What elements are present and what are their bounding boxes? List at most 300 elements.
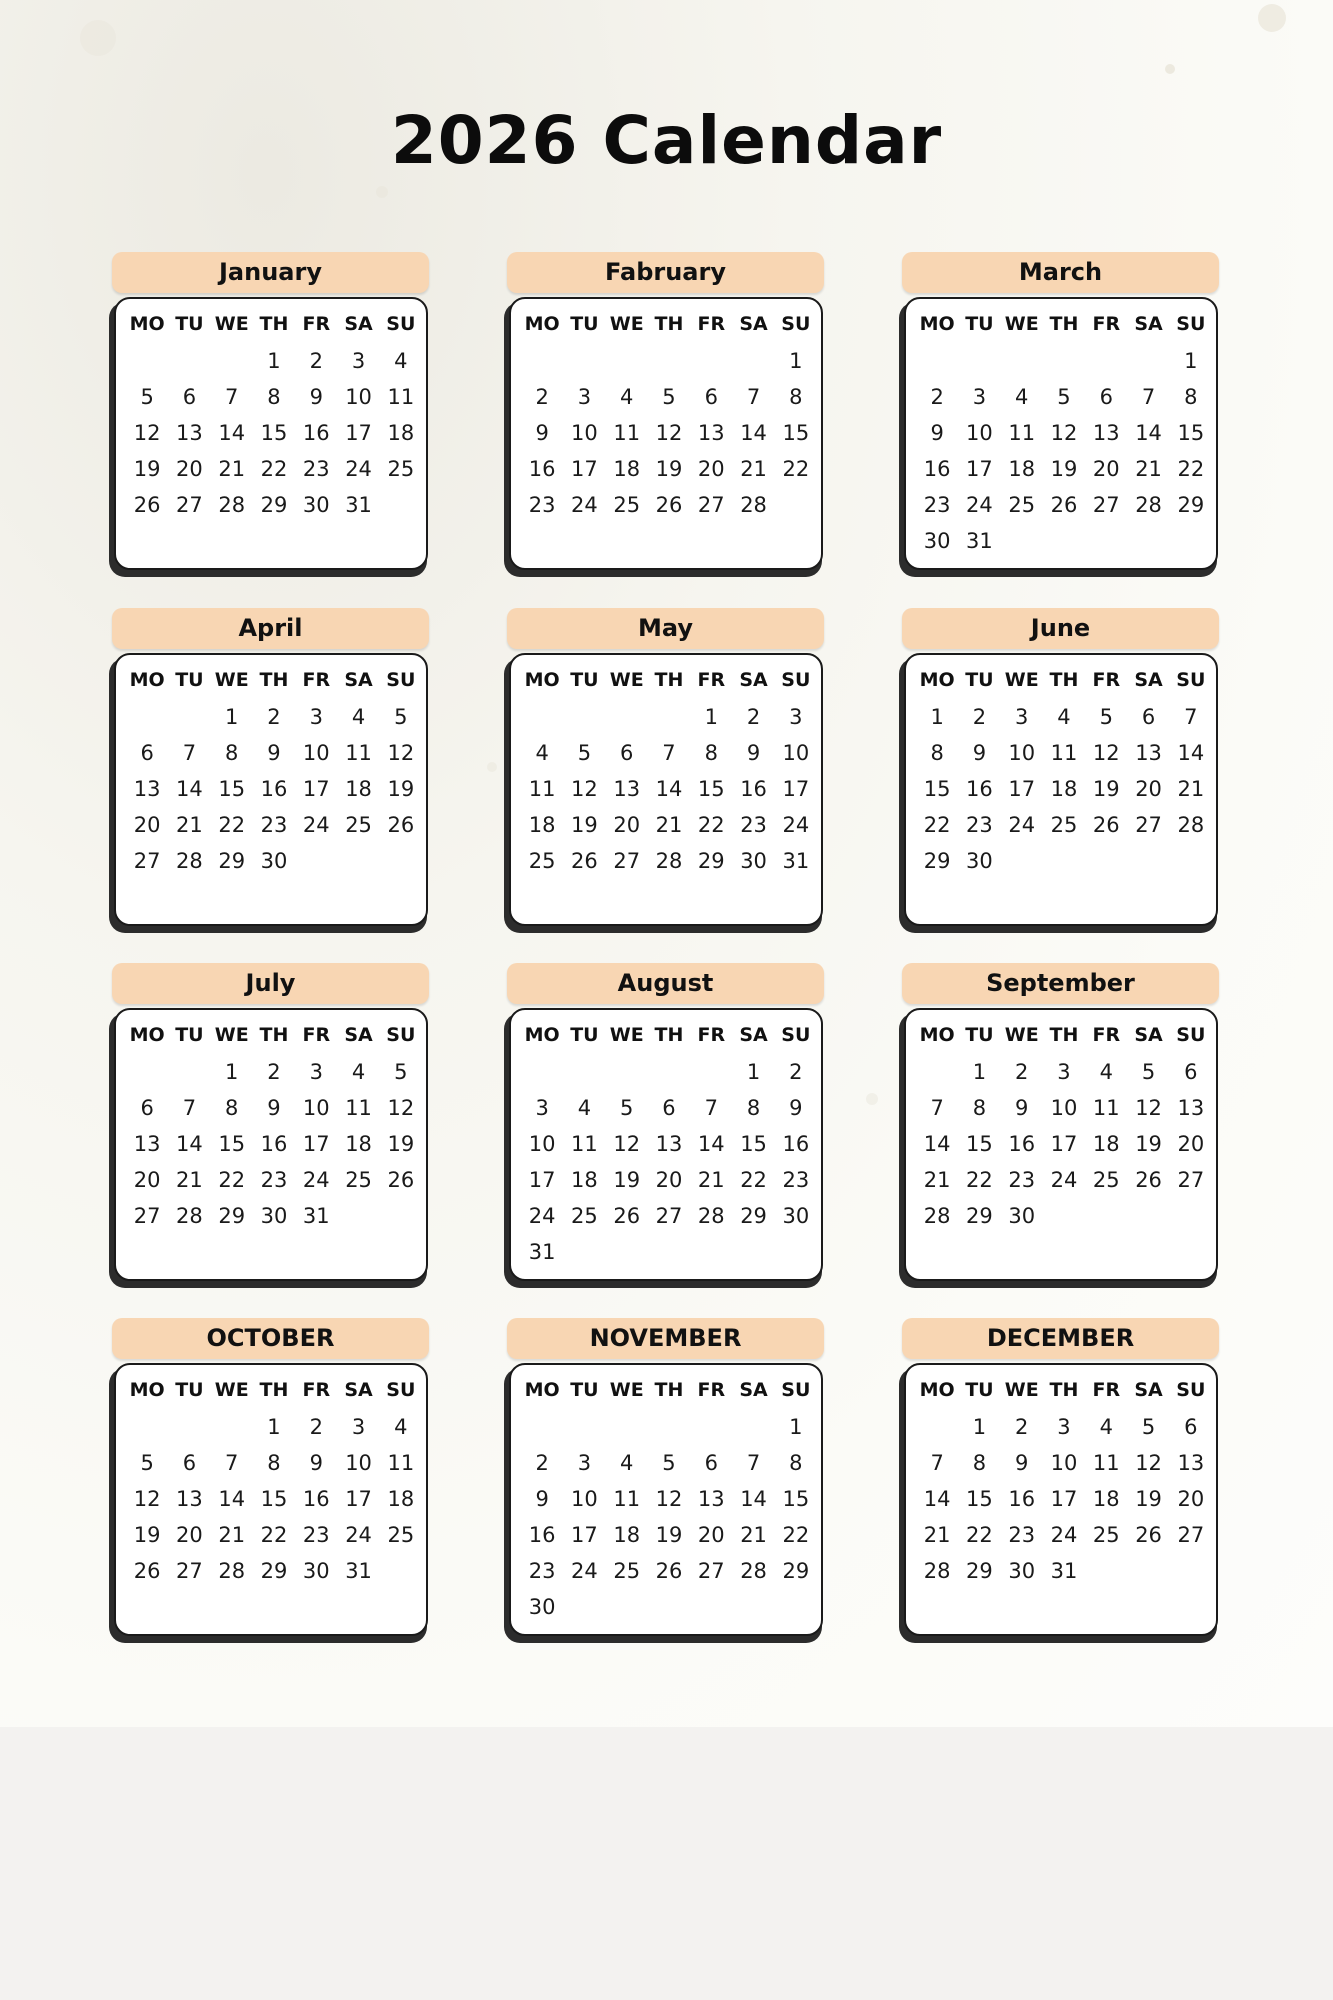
day-number: 14 <box>1177 741 1205 765</box>
day-number: 4 <box>351 705 366 729</box>
day-number: 17 <box>966 457 993 481</box>
day-number: 27 <box>613 849 641 873</box>
month-name: August <box>507 963 824 1004</box>
weekday-label: WE <box>609 669 644 691</box>
empty-day <box>168 1052 210 1092</box>
day-number: 15 <box>923 777 951 801</box>
weekday-label: TU <box>175 1379 204 1401</box>
month-card <box>114 1363 428 1636</box>
day-number: 24 <box>571 1559 598 1583</box>
day-number: 30 <box>528 1595 556 1619</box>
weekday-label: SU <box>1176 313 1206 335</box>
day-number: 15 <box>966 1487 993 1511</box>
weekday-label: TU <box>175 1024 204 1046</box>
month-2 <box>504 252 826 577</box>
day-number: 27 <box>655 1204 683 1228</box>
day-number: 26 <box>133 493 161 517</box>
day-number: 25 <box>1092 1523 1120 1547</box>
day-grid <box>521 1018 817 1268</box>
weekday-label: SA <box>344 313 373 335</box>
day-number: 12 <box>655 421 683 445</box>
day-number: 20 <box>1135 777 1162 801</box>
week-row <box>916 697 1212 733</box>
day-number: 8 <box>225 1096 239 1120</box>
weekday-label: FR <box>1092 313 1121 335</box>
week-row <box>521 1515 817 1551</box>
day-number: 21 <box>923 1168 951 1192</box>
weekday-label: TU <box>965 1024 994 1046</box>
weekday-label: TH <box>259 669 289 691</box>
weekday-label: TH <box>654 1024 684 1046</box>
day-number: 22 <box>966 1523 993 1547</box>
empty-day <box>606 1587 648 1627</box>
day-number: 12 <box>571 777 598 801</box>
week-row <box>916 769 1212 805</box>
week-row <box>126 733 422 769</box>
weekday-header <box>521 307 817 341</box>
empty-day <box>126 1052 168 1092</box>
day-number: 20 <box>655 1168 683 1192</box>
day-number: 13 <box>1177 1451 1205 1475</box>
weekday-label: TH <box>1049 1024 1079 1046</box>
week-row <box>521 1160 817 1196</box>
weekday-label: SU <box>386 1379 416 1401</box>
day-number: 21 <box>740 457 767 481</box>
empty-day <box>1170 521 1212 561</box>
day-number: 5 <box>1141 1415 1156 1439</box>
day-number: 13 <box>697 421 725 445</box>
day-number: 22 <box>966 1168 993 1192</box>
day-number: 21 <box>740 1523 767 1547</box>
week-row <box>126 341 422 377</box>
empty-day <box>563 1052 605 1092</box>
day-number: 4 <box>394 1415 408 1439</box>
empty-day <box>126 341 168 381</box>
day-number: 27 <box>133 1204 161 1228</box>
month-8 <box>504 963 826 1288</box>
day-number: 27 <box>1092 493 1120 517</box>
empty-day <box>563 341 605 381</box>
day-number: 1 <box>972 1415 987 1439</box>
day-number: 17 <box>345 421 372 445</box>
week-row <box>521 1124 817 1160</box>
day-number: 22 <box>218 813 246 837</box>
empty-day <box>648 1052 690 1092</box>
weekday-label: SA <box>739 1379 768 1401</box>
day-number: 20 <box>1092 457 1120 481</box>
day-number: 3 <box>577 385 592 409</box>
day-number: 24 <box>966 493 993 517</box>
day-grid <box>126 663 422 877</box>
empty-day <box>1127 1196 1169 1236</box>
day-number: 14 <box>218 421 246 445</box>
day-number: 16 <box>923 457 951 481</box>
day-number: 23 <box>528 1559 556 1583</box>
day-number: 10 <box>302 1096 330 1120</box>
weekday-label: TU <box>175 669 204 691</box>
day-number: 23 <box>923 493 951 517</box>
day-number: 11 <box>1092 1096 1120 1120</box>
weekday-header <box>521 1373 817 1407</box>
week-row <box>126 1515 422 1551</box>
weekday-label: MO <box>919 1024 955 1046</box>
day-number: 22 <box>782 1523 810 1547</box>
empty-day <box>916 1407 958 1447</box>
day-number: 3 <box>577 1451 592 1475</box>
week-row <box>521 1196 817 1232</box>
week-row <box>126 377 422 413</box>
day-number: 10 <box>528 1132 556 1156</box>
empty-day <box>563 697 605 737</box>
weekday-label: SU <box>386 1024 416 1046</box>
weekday-label: FR <box>302 313 331 335</box>
day-number: 10 <box>302 741 330 765</box>
week-row <box>916 1443 1212 1479</box>
empty-day <box>1170 1196 1212 1236</box>
empty-day <box>563 1407 605 1447</box>
empty-day <box>1043 841 1085 881</box>
weekday-label: FR <box>1092 669 1121 691</box>
day-number: 24 <box>302 1168 330 1192</box>
week-row <box>126 1196 422 1232</box>
empty-day <box>690 1407 732 1447</box>
empty-day <box>521 341 563 381</box>
day-number: 2 <box>930 385 944 409</box>
empty-day <box>1043 1196 1085 1236</box>
weekday-label: TH <box>259 313 289 335</box>
weekday-label: SA <box>344 1379 373 1401</box>
day-number: 7 <box>225 1451 239 1475</box>
day-number: 30 <box>302 493 330 517</box>
day-number: 28 <box>218 1559 246 1583</box>
day-number: 2 <box>267 705 281 729</box>
week-row <box>521 449 817 485</box>
day-number: 31 <box>345 1559 372 1583</box>
day-number: 27 <box>1177 1168 1205 1192</box>
weekday-label: SA <box>1134 313 1163 335</box>
day-number: 26 <box>1050 493 1078 517</box>
day-number: 13 <box>176 421 203 445</box>
empty-day <box>732 1232 774 1272</box>
day-number: 11 <box>528 777 556 801</box>
week-row <box>916 1515 1212 1551</box>
month-card <box>904 653 1218 926</box>
day-number: 16 <box>260 1132 288 1156</box>
day-number: 3 <box>1057 1060 1071 1084</box>
empty-day <box>775 1232 817 1272</box>
week-row <box>916 377 1212 413</box>
day-number: 2 <box>267 1060 281 1084</box>
day-number: 18 <box>571 1168 598 1192</box>
weekday-label: SU <box>781 1379 811 1401</box>
week-row <box>916 485 1212 521</box>
day-number: 7 <box>182 741 197 765</box>
day-number: 2 <box>972 705 987 729</box>
empty-day <box>380 1196 422 1236</box>
day-number: 24 <box>528 1204 556 1228</box>
weekday-label: SA <box>739 669 768 691</box>
day-number: 28 <box>218 493 246 517</box>
day-grid <box>521 663 817 877</box>
weekday-label: WE <box>214 313 249 335</box>
month-card <box>114 653 428 926</box>
day-number: 8 <box>267 385 281 409</box>
weekday-label: SU <box>781 1024 811 1046</box>
day-number: 24 <box>1008 813 1036 837</box>
weekday-header <box>126 1373 422 1407</box>
empty-day <box>648 1232 690 1272</box>
day-number: 6 <box>1141 705 1156 729</box>
empty-day <box>337 1196 379 1236</box>
decorative-dot <box>376 186 388 198</box>
day-number: 10 <box>1050 1096 1078 1120</box>
week-row <box>126 805 422 841</box>
day-number: 17 <box>1050 1487 1078 1511</box>
week-row <box>916 1052 1212 1088</box>
day-number: 6 <box>140 741 154 765</box>
weekday-header <box>521 663 817 697</box>
day-number: 9 <box>267 1096 281 1120</box>
day-number: 1 <box>704 705 718 729</box>
day-number: 26 <box>613 1204 641 1228</box>
day-number: 9 <box>267 741 281 765</box>
day-number: 18 <box>345 777 372 801</box>
day-number: 26 <box>387 1168 415 1192</box>
lower-background <box>0 1727 1333 2000</box>
day-number: 22 <box>1177 457 1205 481</box>
week-row <box>916 341 1212 377</box>
empty-day <box>1043 341 1085 381</box>
day-number: 13 <box>1177 1096 1205 1120</box>
month-card <box>509 297 823 570</box>
day-number: 28 <box>923 1204 951 1228</box>
month-card <box>904 1363 1218 1636</box>
day-grid <box>916 1373 1212 1587</box>
day-number: 7 <box>704 1096 718 1120</box>
day-number: 26 <box>133 1559 161 1583</box>
day-number: 20 <box>1177 1132 1205 1156</box>
day-number: 23 <box>260 813 288 837</box>
day-number: 26 <box>1135 1168 1162 1192</box>
day-number: 4 <box>351 1060 366 1084</box>
day-number: 22 <box>218 1168 246 1192</box>
week-row <box>126 485 422 521</box>
day-number: 6 <box>1184 1415 1198 1439</box>
day-number: 11 <box>387 1451 415 1475</box>
day-number: 1 <box>746 1060 761 1084</box>
day-number: 5 <box>394 1060 408 1084</box>
weekday-label: WE <box>609 1024 644 1046</box>
empty-day <box>1043 521 1085 561</box>
week-row <box>126 1479 422 1515</box>
day-number: 5 <box>620 1096 634 1120</box>
empty-day <box>168 697 210 737</box>
day-number: 29 <box>218 849 246 873</box>
week-row <box>916 521 1212 557</box>
day-number: 3 <box>351 349 366 373</box>
day-number: 7 <box>746 1451 761 1475</box>
day-number: 8 <box>267 1451 281 1475</box>
week-row <box>126 1160 422 1196</box>
weekday-label: FR <box>697 1379 726 1401</box>
weekday-label: SU <box>1176 1024 1206 1046</box>
day-number: 4 <box>1099 1415 1113 1439</box>
day-number: 28 <box>740 493 767 517</box>
weekday-label: SA <box>344 1024 373 1046</box>
day-number: 21 <box>218 457 246 481</box>
day-number: 6 <box>182 1451 197 1475</box>
day-number: 30 <box>302 1559 330 1583</box>
weekday-label: MO <box>919 1379 955 1401</box>
day-number: 31 <box>782 849 810 873</box>
day-number: 9 <box>1015 1096 1029 1120</box>
week-row <box>126 1124 422 1160</box>
day-number: 1 <box>789 349 803 373</box>
week-row <box>521 697 817 733</box>
day-number: 13 <box>133 777 161 801</box>
day-grid <box>916 307 1212 557</box>
month-card <box>904 297 1218 570</box>
day-number: 1 <box>1184 349 1198 373</box>
empty-day <box>958 341 1000 381</box>
day-number: 18 <box>387 1487 415 1511</box>
day-number: 25 <box>345 1168 372 1192</box>
weekday-label: TU <box>175 313 204 335</box>
weekday-label: MO <box>524 313 560 335</box>
day-number: 13 <box>697 1487 725 1511</box>
empty-day <box>732 1407 774 1447</box>
empty-day <box>563 1232 605 1272</box>
weekday-label: WE <box>1004 669 1039 691</box>
day-number: 24 <box>302 813 330 837</box>
day-number: 16 <box>1008 1132 1036 1156</box>
week-row <box>916 1479 1212 1515</box>
day-number: 28 <box>740 1559 767 1583</box>
week-row <box>916 733 1212 769</box>
weekday-label: FR <box>1092 1024 1121 1046</box>
day-number: 19 <box>571 813 598 837</box>
week-row <box>916 805 1212 841</box>
week-row <box>916 1196 1212 1232</box>
empty-day <box>916 341 958 381</box>
day-number: 15 <box>740 1132 767 1156</box>
day-number: 18 <box>1092 1132 1120 1156</box>
day-number: 25 <box>387 457 415 481</box>
day-number: 27 <box>697 493 725 517</box>
empty-day <box>775 1587 817 1627</box>
day-number: 25 <box>345 813 372 837</box>
day-number: 7 <box>930 1451 944 1475</box>
day-number: 5 <box>1057 385 1071 409</box>
day-number: 7 <box>1141 385 1156 409</box>
month-12 <box>899 1318 1221 1643</box>
month-name: Fabruary <box>507 252 824 293</box>
day-number: 8 <box>930 741 944 765</box>
day-number: 13 <box>655 1132 683 1156</box>
weekday-label: MO <box>919 669 955 691</box>
day-number: 18 <box>613 457 641 481</box>
weekday-label: TH <box>654 1379 684 1401</box>
day-number: 24 <box>345 457 372 481</box>
day-number: 20 <box>697 1523 725 1547</box>
empty-day <box>1085 841 1127 881</box>
day-number: 4 <box>1099 1060 1113 1084</box>
day-number: 24 <box>345 1523 372 1547</box>
day-number: 1 <box>267 1415 281 1439</box>
weekday-label: SA <box>344 669 373 691</box>
empty-day <box>1127 341 1169 381</box>
day-number: 27 <box>176 1559 203 1583</box>
week-row <box>916 841 1212 877</box>
day-number: 6 <box>1184 1060 1198 1084</box>
weekday-label: SA <box>739 1024 768 1046</box>
week-row <box>126 769 422 805</box>
weekday-label: FR <box>1092 1379 1121 1401</box>
day-number: 18 <box>613 1523 641 1547</box>
day-number: 12 <box>387 1096 415 1120</box>
day-number: 20 <box>697 457 725 481</box>
weekday-header <box>916 1018 1212 1052</box>
week-row <box>126 1052 422 1088</box>
day-grid <box>126 1373 422 1587</box>
week-row <box>521 733 817 769</box>
day-number: 19 <box>1092 777 1120 801</box>
day-number: 10 <box>345 385 372 409</box>
empty-day <box>126 697 168 737</box>
empty-day <box>380 485 422 525</box>
weekday-label: SU <box>386 669 416 691</box>
day-number: 30 <box>260 849 288 873</box>
week-row <box>521 1443 817 1479</box>
weekday-header <box>126 307 422 341</box>
day-number: 4 <box>577 1096 592 1120</box>
decorative-dot <box>80 20 116 56</box>
day-number: 8 <box>704 741 718 765</box>
weekday-label: MO <box>524 1024 560 1046</box>
day-number: 24 <box>571 493 598 517</box>
day-number: 23 <box>302 1523 330 1547</box>
day-number: 15 <box>218 777 246 801</box>
day-number: 11 <box>345 1096 372 1120</box>
day-number: 14 <box>697 1132 725 1156</box>
empty-day <box>521 1407 563 1447</box>
day-number: 26 <box>571 849 598 873</box>
day-number: 21 <box>218 1523 246 1547</box>
day-number: 8 <box>746 1096 761 1120</box>
weekday-header <box>916 1373 1212 1407</box>
empty-day <box>648 341 690 381</box>
day-number: 11 <box>1008 421 1036 445</box>
weekday-header <box>126 1018 422 1052</box>
day-number: 28 <box>697 1204 725 1228</box>
day-number: 31 <box>966 529 993 553</box>
day-number: 11 <box>613 1487 641 1511</box>
day-number: 30 <box>740 849 767 873</box>
day-number: 30 <box>923 529 951 553</box>
day-number: 17 <box>345 1487 372 1511</box>
week-row <box>126 1088 422 1124</box>
weekday-label: SU <box>1176 669 1206 691</box>
weekday-label: MO <box>524 669 560 691</box>
day-number: 1 <box>930 705 944 729</box>
empty-day <box>1001 841 1043 881</box>
day-number: 10 <box>345 1451 372 1475</box>
weekday-label: WE <box>214 669 249 691</box>
empty-day <box>1001 341 1043 381</box>
empty-day <box>606 697 648 737</box>
day-number: 26 <box>387 813 415 837</box>
day-number: 4 <box>620 1451 634 1475</box>
